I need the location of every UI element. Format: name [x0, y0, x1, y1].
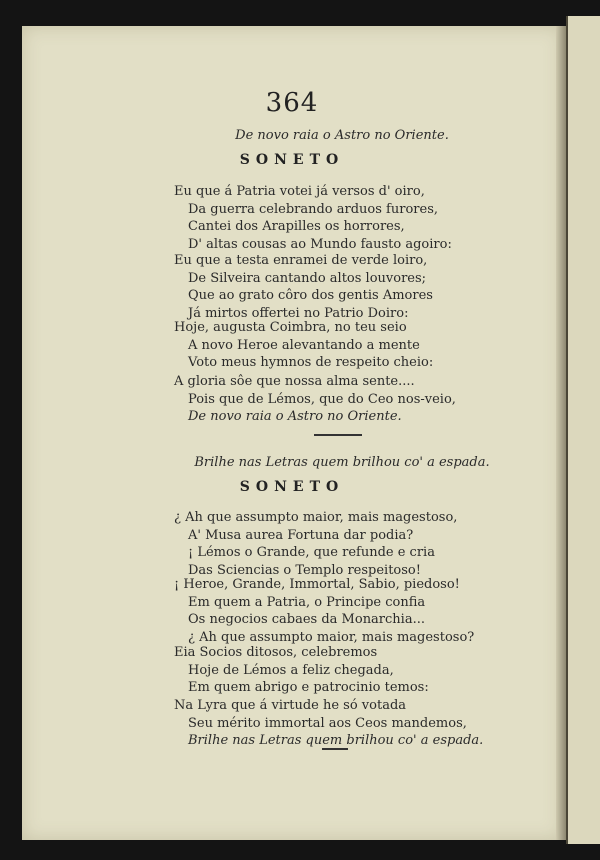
sonnet2-stanza-4 — [174, 697, 483, 750]
verse-line: Pois que de Lémos, que do Ceo nos-veio, — [188, 391, 456, 407]
verse-line: Em quem abrigo e patrocinio temos: — [188, 680, 429, 695]
sonnet2-stanza-1 — [174, 509, 457, 579]
verse-line: Eia Socios ditosos, celebremos — [174, 645, 378, 660]
verse-line: Voto meus hymnos de respeito cheio: — [188, 355, 434, 370]
verse-line: A' Musa aurea Fortuna dar podia? — [188, 527, 414, 543]
verse-line: Hoje, augusta Coimbra, no teu seio — [174, 320, 407, 335]
sonnet2-epigraph: Brilhe nas Letras quem brilhou co' a espada. — [194, 455, 490, 470]
verse-line: Que ao grato côro dos gentis Amores — [188, 288, 433, 303]
verse-line: ¡ Lémos o Grande, que refunde e cria — [188, 545, 435, 560]
verse-line: Cantei dos Arapilles os horrores, — [188, 219, 405, 234]
verse-line: Os negocios cabaes da Monarchia... — [188, 612, 425, 627]
verse-line: ¡ Heroe, Grande, Immortal, Sabio, piedoso! — [174, 577, 460, 592]
verse-line: De novo raia o Astro no Oriente. — [188, 409, 402, 424]
section-divider — [314, 434, 362, 436]
verse-line: A gloria sôe que nossa alma sente.... — [174, 374, 415, 389]
verse-line: Seu mérito immortal aos Ceos mandemos, — [188, 715, 467, 731]
verse-line: A novo Heroe alevantando a mente — [188, 337, 420, 353]
verse-line: Eu que á Patria votei já versos d' oiro, — [174, 184, 425, 199]
verse-line: Na Lyra que á virtude he só votada — [174, 698, 407, 713]
sonnet1-stanza-3 — [174, 319, 433, 372]
verse-line: Da guerra celebrando arduos furores, — [188, 201, 438, 217]
sonnet1-heading: SONETO — [239, 152, 345, 168]
book-page — [22, 26, 562, 840]
sonnet2-stanza-2 — [174, 576, 474, 646]
sonnet1-epigraph: De novo raia o Astro no Oriente. — [235, 128, 449, 143]
verse-line: Das Sciencias o Templo respeitoso! — [188, 562, 421, 578]
page-number: 364 — [265, 88, 319, 118]
verse-line: Em quem a Patria, o Principe confia — [188, 594, 426, 610]
verse-line: Eu que a testa enramei de verde loiro, — [174, 253, 428, 268]
verse-line: D' altas cousas ao Mundo fausto agoiro: — [188, 236, 452, 252]
end-divider — [322, 748, 348, 750]
sonnet2-heading: SONETO — [239, 479, 345, 495]
page-fold-shadow — [556, 26, 566, 840]
verse-line: Já mirtos offertei no Patrio Doiro: — [188, 305, 409, 321]
sonnet1-stanza-1 — [174, 183, 452, 253]
verse-line: Brilhe nas Letras quem brilhou co' a espada. — [188, 733, 484, 748]
sonnet1-stanza-2 — [174, 252, 433, 322]
sonnet2-stanza-3 — [174, 644, 429, 697]
verse-line: ¿ Ah que assumpto maior, mais magestoso, — [174, 510, 458, 525]
verse-line: ¿ Ah que assumpto maior, mais magestoso? — [188, 629, 475, 645]
verse-line: Hoje de Lémos a feliz chegada, — [188, 662, 394, 678]
verse-line: De Silveira cantando altos louvores; — [188, 270, 427, 286]
sonnet1-stanza-4 — [174, 373, 456, 426]
